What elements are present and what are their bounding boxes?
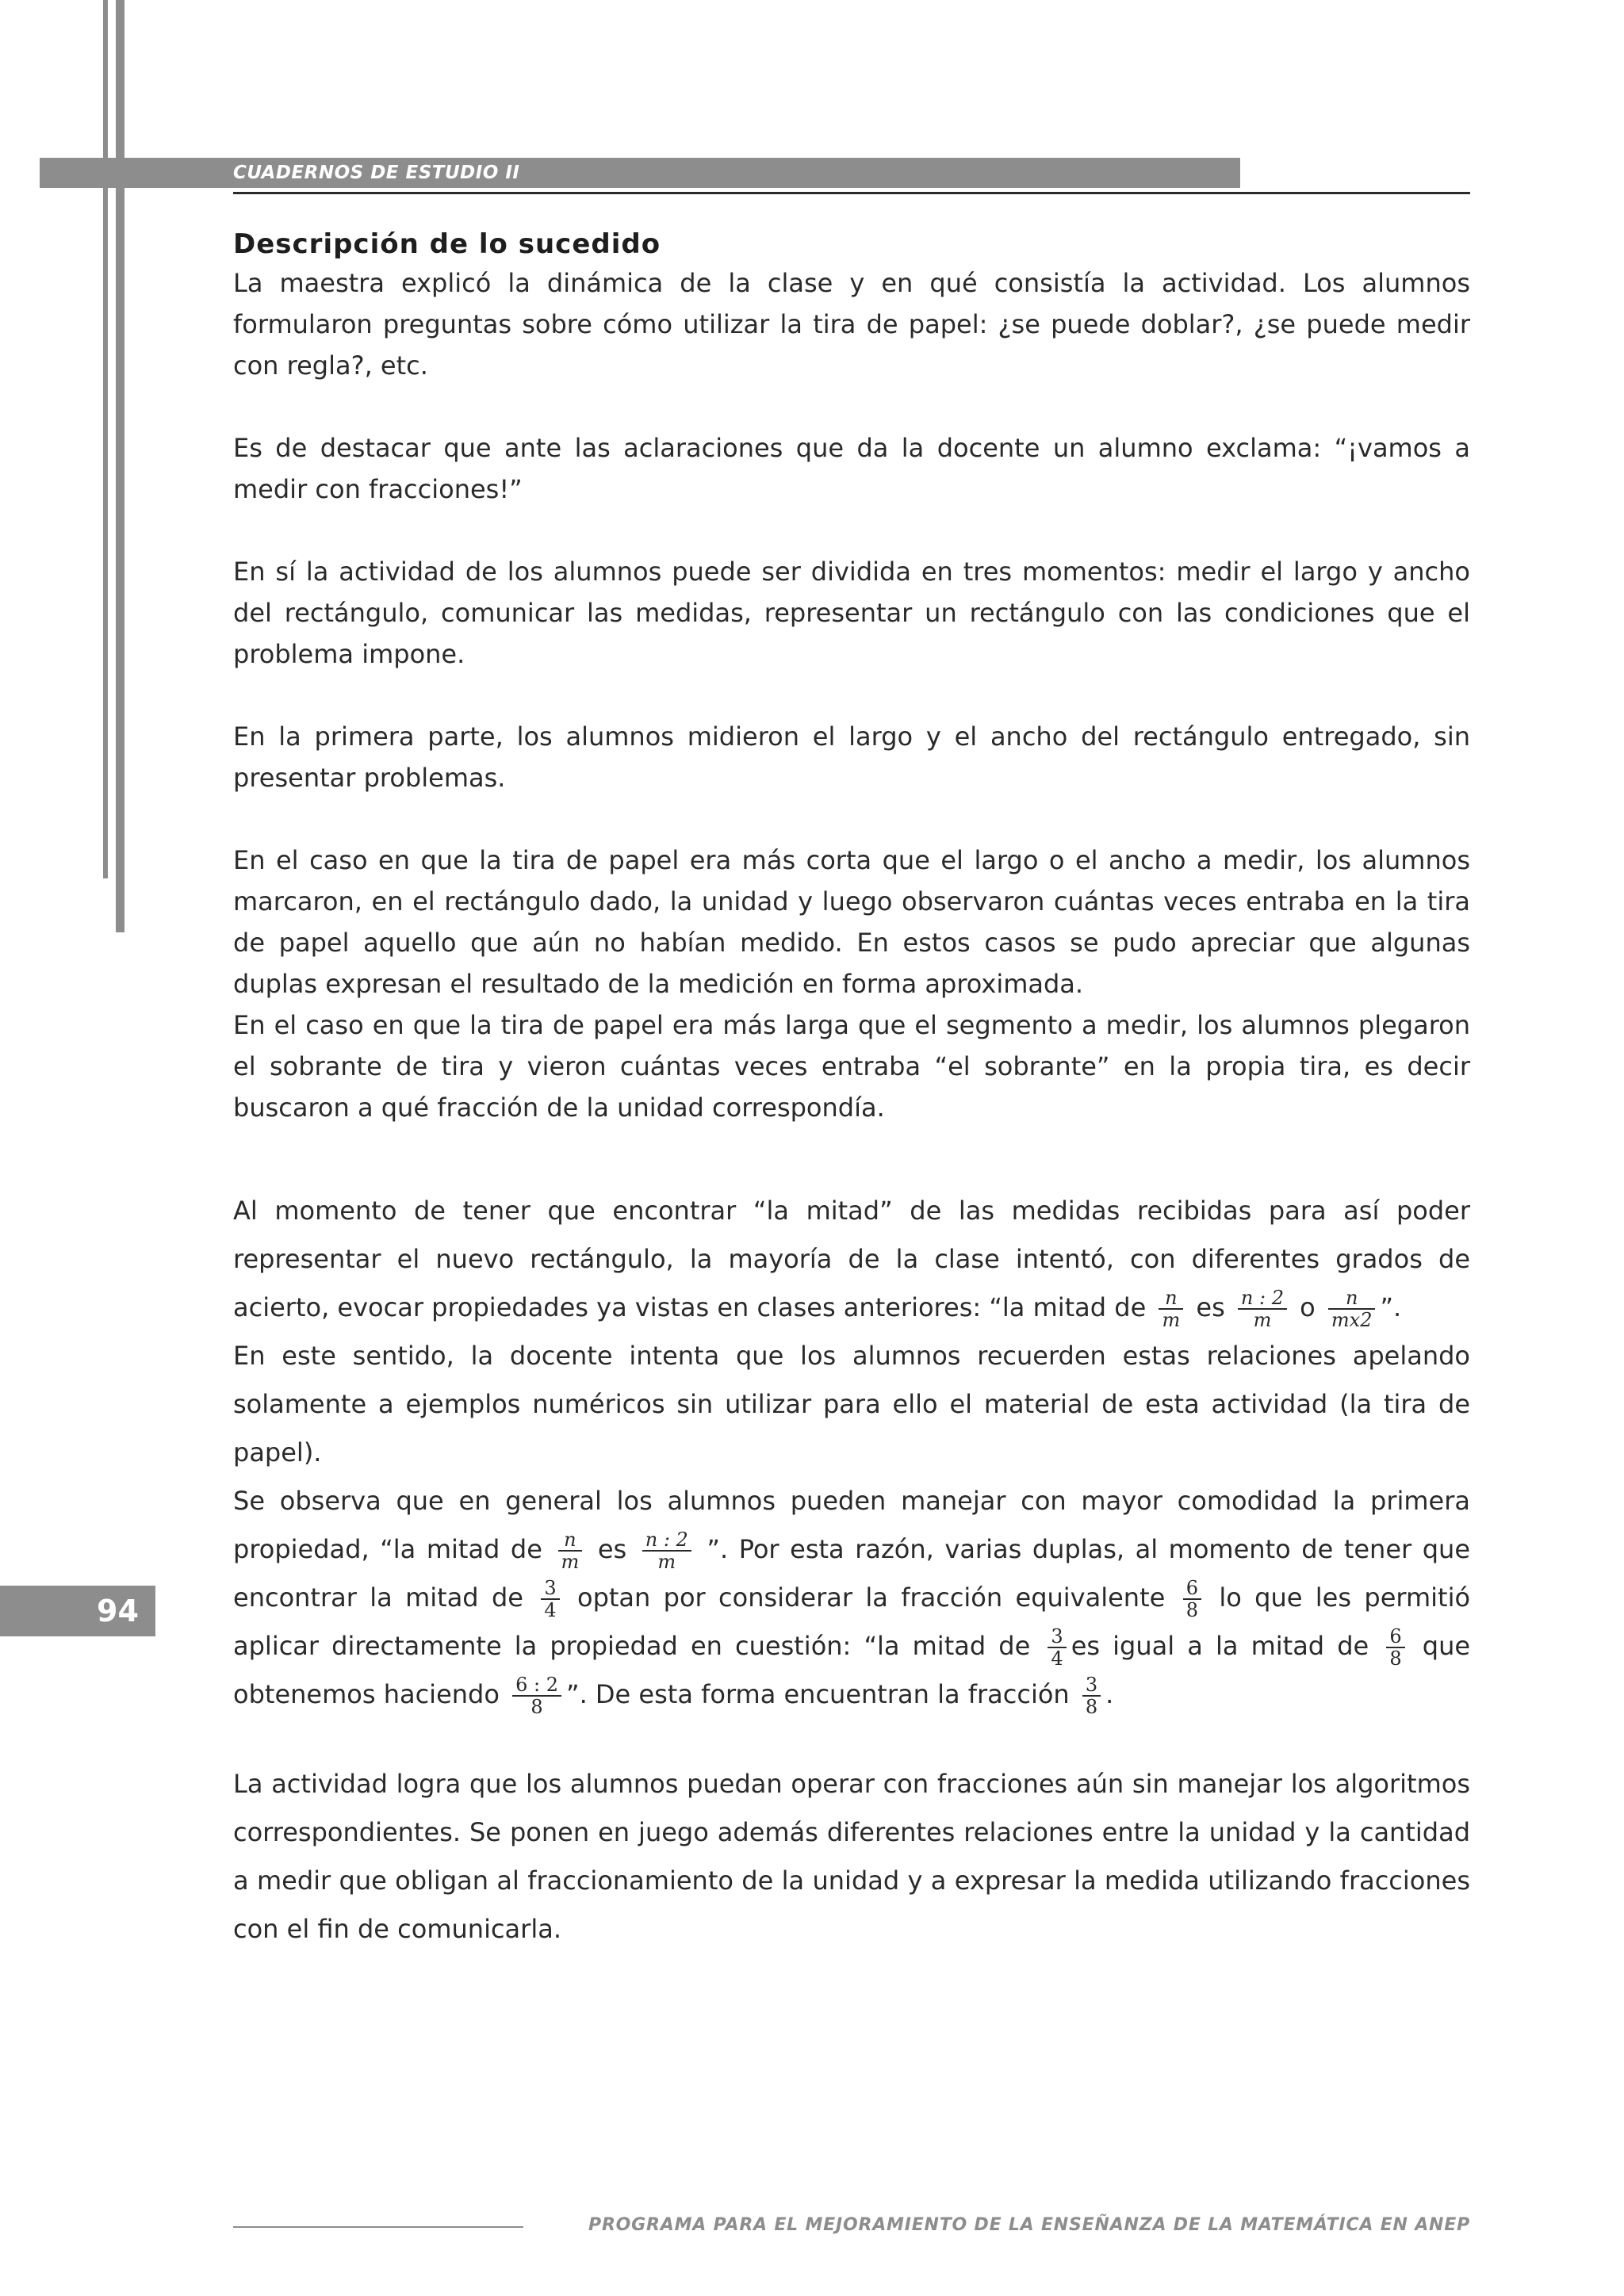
- paragraph-1: La maestra explicó la dinámica de la clase y en qué consistía la actividad. Los alumnos formularon preguntas sobre cómo utilizar la tira de papel: ¿se puede doblar?, ¿se puede medir con regla?, etc.: [233, 268, 1470, 381]
- section-title: Descripción de lo sucedido: [233, 228, 661, 260]
- paragraph-9-text-5: lo que les permitió aplicar directamente la propiedad en cuestión: “la mitad de: [233, 1582, 1471, 1661]
- paragraph-5: En el caso en que la tira de papel era más corta que el largo o el ancho a medir, los alumnos marcaron, en el rectángulo dado, la unidad y luego observaron cuántas veces entraba en la tira de papel aquello que aún no habían medido. En estos casos se pudo apreciar que algunas duplas expresan el resultado de la medición en forma aproximada.: [233, 845, 1470, 999]
- paragraph-7-text-1: Al momento de tener que encontrar “la mitad” de las medidas recibidas para así poder representar el nuevo rectángulo, la mayoría de la clase intentó, con diferentes grados de acierto, evocar propiedades ya vistas en clases anteriores: “la mitad de: [233, 1196, 1470, 1322]
- fraction-six-eighths: [1183, 1578, 1201, 1621]
- fraction-six-eighths: [1386, 1626, 1404, 1669]
- running-header: CUADERNOS DE ESTUDIO II: [233, 163, 520, 183]
- header-band: [40, 158, 1240, 188]
- fraction-denominator: m: [1253, 1309, 1272, 1331]
- paragraph-8: En este sentido, la docente intenta que los alumnos recuerden estas relaciones apelando solamente a ejemplos numéricos sin utilizar para ello el material de esta actividad (la tira de papel).: [233, 1341, 1470, 1468]
- header-rule: [233, 192, 1240, 194]
- paragraph-10: La actividad logra que los alumnos puedan operar con fracciones aún sin manejar los algoritmos correspondientes. Se ponen en juego además diferentes relaciones entre la unidad y la cantidad a medir que obligan al fraccionamiento de la unidad y a expresar la medida utilizando fracciones con el fin de comunicarla.: [233, 1769, 1470, 1944]
- fraction-numerator: 3: [541, 1578, 559, 1600]
- paragraph-9-text-1: Se observa que en general los alumnos pueden manejar con mayor comodidad la primera propiedad, “la mitad de: [233, 1486, 1470, 1564]
- fraction-three-eighths: [1082, 1674, 1101, 1717]
- fraction-numerator: n : 2: [1238, 1288, 1287, 1310]
- fraction-numerator: 3: [1048, 1626, 1066, 1648]
- fraction-denominator: 8: [1185, 1599, 1198, 1621]
- fraction-denominator: 8: [1389, 1647, 1402, 1670]
- fraction-numerator: 3: [1082, 1674, 1101, 1697]
- fraction-denominator: mx2: [1331, 1309, 1373, 1331]
- fraction-numerator: 6 : 2: [512, 1674, 561, 1697]
- paragraph-7-text-4: ”.: [1380, 1292, 1402, 1322]
- fraction-n-half-over-m: [642, 1529, 691, 1572]
- fraction-denominator: m: [657, 1551, 676, 1573]
- fraction-three-quarters: [1048, 1626, 1066, 1669]
- paragraph-9-text-8: ”. De esta forma encuentran la fracción: [565, 1679, 1070, 1709]
- fraction-three-quarters: [541, 1578, 559, 1621]
- paragraph-9-text-4: optan por considerar la fracción equivalente: [576, 1582, 1166, 1613]
- fraction-denominator: 4: [544, 1599, 557, 1621]
- paragraph-9-text-9: .: [1105, 1679, 1114, 1709]
- fraction-numerator: n : 2: [642, 1529, 691, 1552]
- fraction-denominator: 8: [1085, 1696, 1098, 1718]
- fraction-n-half-over-m: [1238, 1288, 1287, 1330]
- fraction-numerator: n: [1328, 1288, 1376, 1310]
- fraction-numerator: 6: [1183, 1578, 1201, 1600]
- page-number: 94: [97, 1594, 139, 1628]
- running-footer: PROGRAMA PARA EL MEJORAMIENTO DE LA ENSEÑANZA DE LA MATEMÁTICA EN ANEP: [588, 2215, 1470, 2235]
- fraction-denominator: m: [1162, 1309, 1181, 1331]
- fraction-n-over-mx2: [1328, 1288, 1376, 1330]
- paragraph-9-text-2: es: [597, 1534, 627, 1564]
- header-rule-extension: [1240, 192, 1470, 194]
- paragraph-7-text-3: o: [1300, 1292, 1316, 1322]
- fraction-denominator: m: [561, 1551, 580, 1573]
- paragraph-6: En el caso en que la tira de papel era más larga que el segmento a medir, los alumnos plegaron el sobrante de tira y vieron cuántas veces entraba “el sobrante” en la propia tira, es decir buscaron a qué fracción de la unidad correspondía.: [233, 1010, 1470, 1123]
- fraction-n-over-m: [1159, 1288, 1183, 1330]
- fraction-numerator: n: [1159, 1288, 1183, 1310]
- fraction-denominator: 4: [1051, 1647, 1063, 1670]
- paragraph-7-text-2: es: [1196, 1292, 1225, 1322]
- paragraph-9-text-7: que obtenemos haciendo: [233, 1631, 1471, 1709]
- fraction-six-half-over-eight: [512, 1674, 561, 1717]
- margin-bar-thin: [103, 0, 108, 878]
- paragraph-9-text-6: es igual a la mitad de: [1071, 1631, 1369, 1661]
- paragraph-2: Es de destacar que ante las aclaraciones que da la docente un alumno exclama: “¡vamos a medir con fracciones!”: [233, 433, 1470, 504]
- fraction-numerator: n: [558, 1529, 583, 1552]
- margin-bar-thick: [116, 0, 124, 932]
- paragraph-4: En la primera parte, los alumnos midieron el largo y el ancho del rectángulo entregado, sin presentar problemas.: [233, 721, 1470, 793]
- fraction-denominator: 8: [530, 1696, 543, 1718]
- paragraph-7: [233, 1187, 1470, 1332]
- paragraph-9-text-3: ”. Por esta razón, varias duplas, al momento de tener que encontrar la mitad de: [233, 1534, 1471, 1613]
- main-content: [233, 226, 1470, 1954]
- footer-rule: [233, 2226, 523, 2228]
- fraction-numerator: 6: [1386, 1626, 1404, 1648]
- fraction-n-over-m: [558, 1529, 583, 1572]
- paragraph-3: En sí la actividad de los alumnos puede ser dividida en tres momentos: medir el largo y ancho del rectángulo, comunicar las medidas, representar un rectángulo con las condiciones que el problema impone.: [233, 557, 1470, 669]
- paragraph-9: [233, 1477, 1470, 1719]
